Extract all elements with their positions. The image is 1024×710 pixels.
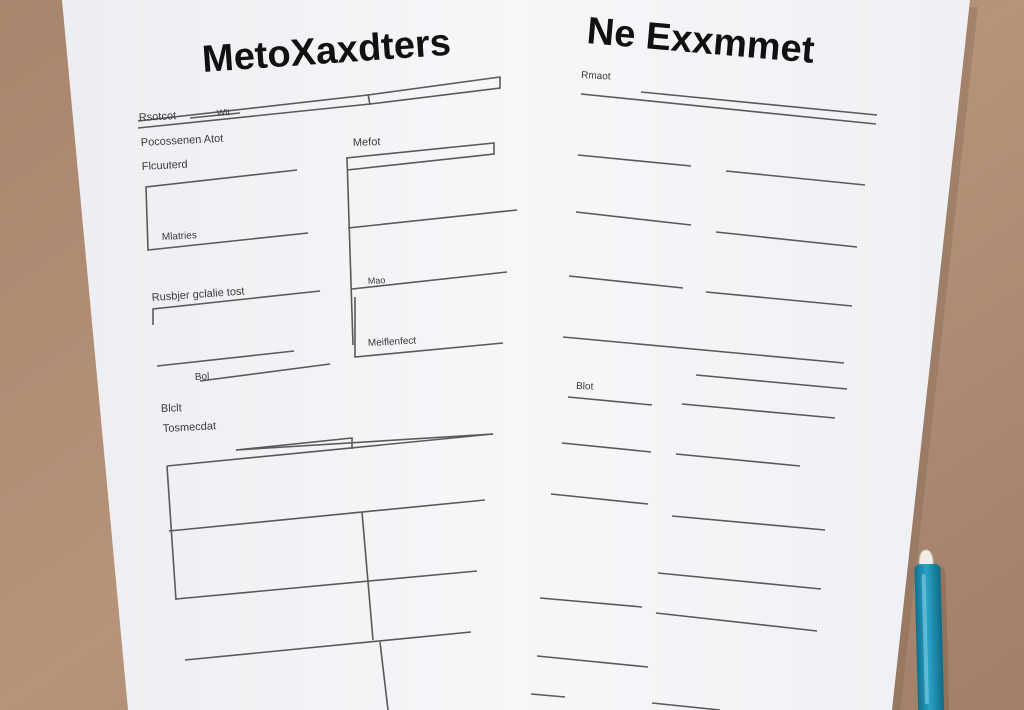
label-short: Bol [194, 371, 210, 383]
label-section-a: Flcuuterd [141, 158, 188, 173]
pen-body [914, 564, 944, 710]
pen [914, 550, 949, 710]
label-right-top: Rmaot [580, 70, 611, 83]
label-subtitle: Pocossenen Atot [140, 132, 224, 149]
label-inline: Rusbjer gclalie tost [151, 285, 245, 304]
left-form-title: MetoXaxdters [200, 21, 453, 81]
label-right-mid: Blot [575, 381, 594, 393]
label-section-c: Tosmecdat [162, 420, 217, 435]
label-top-small: Wlt [216, 107, 231, 118]
label-box-2: Meiflenfect [367, 335, 417, 349]
label-top-left: Rsotcot [138, 110, 177, 124]
label-box: Mlatries [161, 230, 198, 243]
label-section-b: Blclt [160, 402, 182, 415]
label-small-box: Mao [367, 275, 386, 286]
right-form-title: Ne Exxmmet [585, 10, 817, 72]
label-column-header: Mefot [352, 136, 381, 149]
paper-sheet [62, 0, 970, 710]
